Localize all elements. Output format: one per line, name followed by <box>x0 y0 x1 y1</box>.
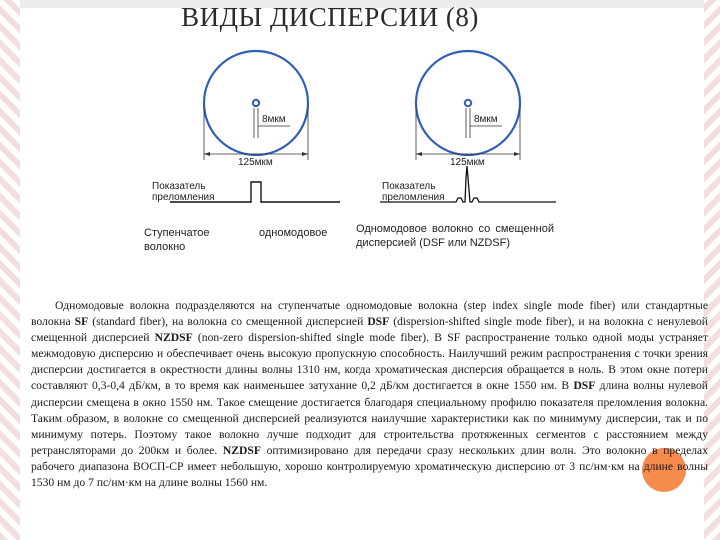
left-core-label: 8мкм <box>262 114 286 125</box>
term-sf: SF <box>74 315 89 329</box>
left-cladding-label: 125мкм <box>238 157 273 168</box>
right-cladding-label: 125мкм <box>450 157 485 168</box>
left-axis-label: Показатель преломления <box>152 181 215 203</box>
body-text-4: (non-zero dispersion-shifted single mode fiber). В SF распространение только одной моды устраняет межмодовую дисперсию и обеспечивает очень высокую пропускную способность. Наилучший режим распространения с точки зрения дисперсии достигается в окрестности длины волны 1310 нм, когда хроматическая дисперсия обращается в ноль. В этом окне потери составляют 0,3-0,4 дБ/км, в то время как наименьшее затухание 0,2 дБ/км достигается в окне 1550 нм. В <box>31 331 709 393</box>
left-caption-step: Ступенчатое волокно <box>144 227 210 253</box>
body-text-3: (dispersion-shifted single mode fiber), и на волокна с ненулевой смещенной дисперсией <box>31 315 708 345</box>
right-axis-label: Показатель преломления <box>382 181 445 203</box>
body-text-2: (standard fiber), на волокна со смещенной дисперсией <box>88 315 368 329</box>
body-paragraph <box>31 298 708 491</box>
right-caption: Одномодовое волокно со смещенной дисперсией (DSF или NZDSF) <box>356 223 554 249</box>
right-core-circle <box>465 100 471 106</box>
term-dsf-2: DSF <box>573 379 596 393</box>
body-text-5: длина волны нулевой дисперсии смещена в окно 1550 нм. Такое смещение достигается благодаря специальному профилю показателя преломления волокна. Таким образом, в волокне со смещенной дисперсией реализуются наилучшие характеристики как по минимуму дисперсии, так и по минимуму потерь. Поэтому такое волокно лучше подходит для строительства протяженных сегментов с расстоянием между ретрансляторами до 200км и более. <box>31 379 709 457</box>
body-text-6: оптимизировано для передачи сразу нескольких длин волн. Это волокно в пределах рабочего диапазона ВОСП-СР имеет небольшую, хорошо контролируемую хроматическую дисперсию от 3 пс/нм·км на длине волны 1530 нм до 7 пс/нм·км на длине волны 1560 нм. <box>31 443 708 490</box>
term-nzdsf-2: NZDSF <box>222 443 261 457</box>
right-fiber-diagram <box>380 51 556 202</box>
left-fiber-diagram <box>170 51 340 202</box>
term-dsf: DSF <box>367 315 390 329</box>
body-text-1: Одномодовые волокна подразделяются на ступенчатые одномодовые волокна (step index single mode fiber) или стандартные волокна <box>31 299 708 329</box>
left-caption-singlemode: одномодовое <box>259 227 328 239</box>
right-core-label: 8мкм <box>474 114 498 125</box>
term-nzdsf: NZDSF <box>154 331 193 345</box>
left-core-circle <box>253 100 259 106</box>
slide-title: ВИДЫ ДИСПЕРСИИ (8) <box>181 2 479 32</box>
